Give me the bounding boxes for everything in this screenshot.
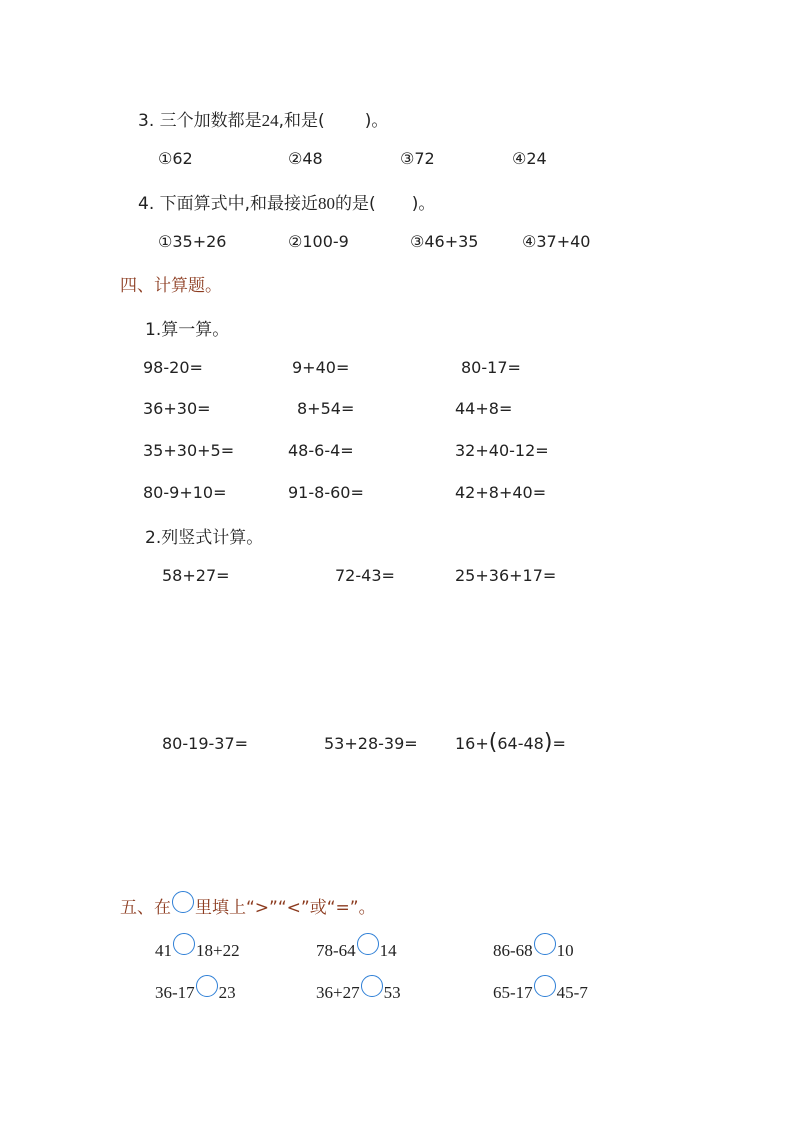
subquestion-1 [145, 315, 229, 340]
calc-1-3: 80-17= [461, 358, 521, 377]
vertical-calc-4: 80-19-37= [162, 734, 249, 753]
compare-blank[interactable] [534, 975, 556, 997]
left-paren: ( [488, 730, 498, 755]
calc-4-3: 42+8+40= [455, 483, 547, 502]
question-text-rest: ,和是( [278, 111, 325, 131]
calc-4-2: 91-8-60= [288, 483, 364, 502]
subquestion-text: 算一算。 [161, 320, 230, 340]
vertical-calc-3: 25+36+17= [455, 566, 557, 585]
q3-option-4[interactable]: ④24 [512, 149, 547, 168]
question-close: )。 [411, 194, 436, 214]
calc-2-3: 44+8= [455, 399, 513, 418]
q4-option-2[interactable]: ②100-9 [288, 232, 349, 251]
section-5-text-a: 五、在 [120, 898, 171, 918]
compare-left: 41 [155, 941, 172, 960]
question-text-rest: 的是( [335, 194, 376, 214]
question-4 [138, 189, 435, 214]
question-number: 4. [138, 194, 155, 214]
compare-blank[interactable] [196, 975, 218, 997]
question-3 [138, 106, 388, 131]
q3-option-2[interactable]: ②48 [288, 149, 323, 168]
vertical-calc-6 [455, 730, 566, 755]
blank-circle-icon [172, 891, 194, 913]
compare-left: 36+27 [316, 983, 360, 1002]
compare-right: 45-7 [556, 983, 588, 1002]
compare-2-1 [155, 983, 236, 1005]
compare-2-3 [493, 983, 588, 1005]
question-number-value: 24 [261, 111, 279, 130]
right-paren: ) [543, 730, 553, 755]
compare-right: 18+22 [196, 941, 240, 960]
compare-left: 78-64 [316, 941, 356, 960]
compare-right: 53 [383, 983, 401, 1002]
compare-right: 10 [556, 941, 574, 960]
q4-option-4[interactable]: ④37+40 [522, 232, 591, 251]
compare-blank[interactable] [534, 933, 556, 955]
section-4-title: 四、计算题。 [120, 276, 222, 296]
vertical-calc-2: 72-43= [335, 566, 395, 585]
calc-4-1: 80-9+10= [143, 483, 227, 502]
compare-blank[interactable] [173, 933, 195, 955]
q3-option-1[interactable]: ①62 [158, 149, 193, 168]
compare-blank[interactable] [357, 933, 379, 955]
vertical-calc-1: 58+27= [162, 566, 230, 585]
calc-2-1: 36+30= [143, 399, 211, 418]
calc-3-1: 35+30+5= [143, 441, 235, 460]
question-number: 3. [138, 111, 155, 131]
expr-part: 64-48 [497, 734, 544, 753]
compare-2-2 [316, 983, 401, 1005]
compare-right: 14 [379, 941, 397, 960]
question-text: 下面算式中,和最接近 [159, 194, 319, 214]
calc-1-1: 98-20= [143, 358, 203, 377]
subquestion-text: 列竖式计算。 [161, 528, 264, 548]
subquestion-number: 2. [145, 528, 162, 548]
question-close: )。 [364, 111, 389, 131]
q4-option-1[interactable]: ①35+26 [158, 232, 227, 251]
compare-1-2 [316, 941, 397, 963]
vertical-calc-5: 53+28-39= [324, 734, 418, 753]
q3-option-3[interactable]: ③72 [400, 149, 435, 168]
compare-left: 36-17 [155, 983, 195, 1002]
compare-1-1 [155, 941, 240, 963]
section-5-title [120, 893, 376, 919]
question-text: 三个加数都是 [159, 111, 262, 131]
calc-3-2: 48-6-4= [288, 441, 354, 460]
section-5-text-b: 里填上“>”“<”或“=”。 [195, 898, 376, 918]
question-number-value: 80 [318, 194, 336, 213]
compare-left: 65-17 [493, 983, 533, 1002]
calc-3-3: 32+40-12= [455, 441, 549, 460]
compare-1-3 [493, 941, 574, 963]
subquestion-2 [145, 523, 263, 548]
compare-blank[interactable] [361, 975, 383, 997]
calc-1-2: 9+40= [292, 358, 350, 377]
compare-right: 23 [218, 983, 236, 1002]
q4-option-3[interactable]: ③46+35 [410, 232, 479, 251]
expr-part: 16+ [455, 734, 489, 753]
subquestion-number: 1. [145, 320, 162, 340]
compare-left: 86-68 [493, 941, 533, 960]
expr-part: = [552, 734, 566, 753]
calc-2-2: 8+54= [297, 399, 355, 418]
